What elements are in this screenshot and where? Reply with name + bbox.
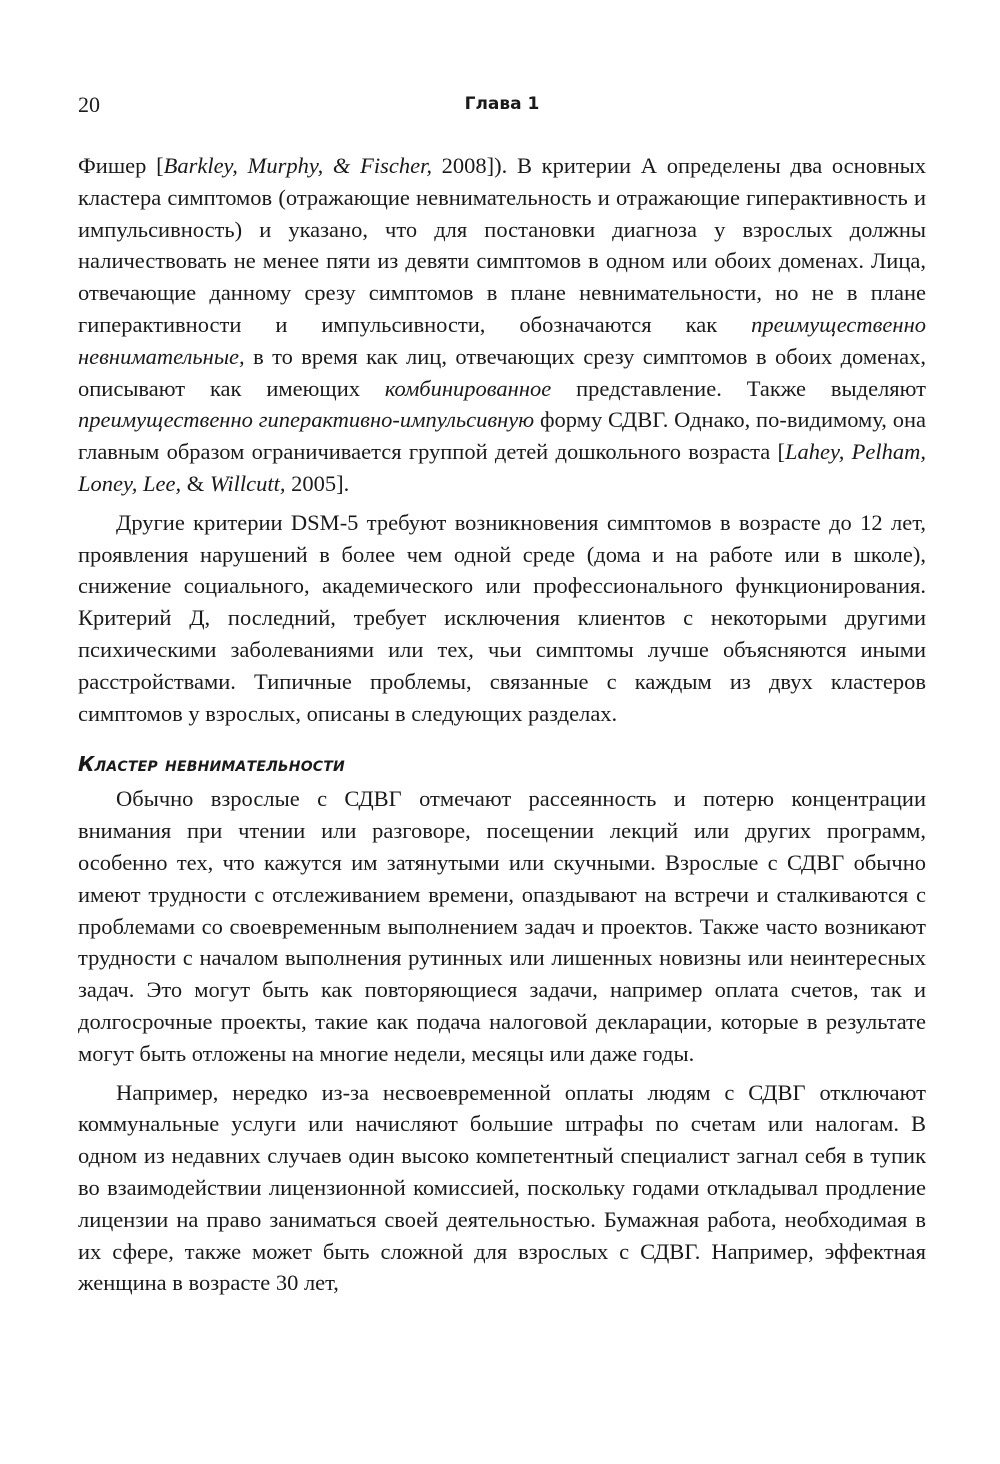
page-header bbox=[78, 92, 926, 122]
p1-text-3: в то время как лиц, отвечающих срезу симптомов в обоих доменах, описывают как имеющих bbox=[78, 343, 926, 401]
p1-text-1: Фишер [ bbox=[78, 153, 164, 178]
p1-text-6: & bbox=[181, 470, 210, 496]
p1-citation-1: Barkley, Murphy, & Fischer, bbox=[163, 153, 432, 178]
p1-term-combined: комбинированное bbox=[384, 375, 552, 401]
paragraph-2: Другие критерии DSM-5 требуют возникновения симптомов в возрасте до 12 лет, проявления нарушений в более чем одной среде (дома и на работе или в школе), снижение социального, академического или профессионального функционирования. Критерий Д, последний, требует исключения клиентов с некоторыми другими психическими заболеваниями или тех, чьи симптомы лучше объясняются иными расстройствами. Типичные проблемы, связанные с каждым из двух кластеров симптомов у взрослых, описаны в следующих разделах. bbox=[78, 509, 926, 726]
p1-text-7: 2005]. bbox=[285, 470, 350, 496]
p1-citation-2a: Lahey, Pelham, Loney, Lee, bbox=[78, 439, 926, 496]
running-head: Глава 1 bbox=[464, 94, 540, 114]
paragraph-1 bbox=[78, 150, 926, 500]
page-number: 20 bbox=[78, 92, 100, 117]
p1-text-4: представление. Также выделяют bbox=[551, 375, 926, 401]
paragraph-3: Обычно взрослые с СДВГ отмечают рассеянность и потерю концентрации внимания при чтении или разговоре, посещении лекций или других программ, особенно тех, что кажутся им затянутыми или скучными. Взрослые с СДВГ обычно имеют трудности с отслеживанием времени, опаздывают на встречи и сталкиваются с проблемами со своевременным выполнением задач и проектов. Также часто возникают трудности с началом выполнения рутинных или лишенных новизны или неинтересных задач. Это могут быть как повторяющиеся задачи, например оплата счетов, так и долгосрочные проекты, такие как подача налоговой декларации, которые в результате могут быть отложены на многие недели, месяцы или даже годы. bbox=[78, 786, 926, 1066]
section-heading: Кластер невнимательности bbox=[78, 752, 345, 777]
p1-citation-2b: Willcutt, bbox=[209, 470, 286, 496]
paragraph-4: Например, нередко из-за несвоевременной оплаты людям с СДВГ отключают коммунальные услуги или начисляют большие штрафы по счетам или налогам. В одном из недавних случаев один высоко компетентный специалист загнал себя в тупик во взаимодействии лицензионной комиссией, поскольку годами откладывал продление лицензии на право заниматься своей деятельностью. Бумажная работа, необходимая в их сфере, также может быть сложной для взрослых с СДВГ. Например, эффектная женщина в возрасте 30 лет, bbox=[78, 1079, 926, 1296]
p1-text-2: 2008]). В критерии А определены два основных кластера симптомов (отражающие невнимательность и отражающие гиперактивность и импульсивность) и указано, что для постановки диагноза у взрослых должны наличествовать не менее пяти из девяти симптомов в одном или обоих доменах. Лица, отвечающие данному срезу симптомов в плане невнимательности, но не в плане гиперактивности и импульсивности, обозначаются как bbox=[78, 153, 926, 337]
page-body bbox=[78, 150, 926, 1306]
p1-term-hyperactive: преимущественно гиперактивно-импульсивную bbox=[78, 407, 535, 433]
p1-text-5: форму СДВГ. Однако, по-видимому, она главным образом ограничивается группой детей дошкольного возраста [ bbox=[78, 407, 926, 465]
p1-term-inattentive: преимущественно невнимательные, bbox=[78, 311, 926, 369]
